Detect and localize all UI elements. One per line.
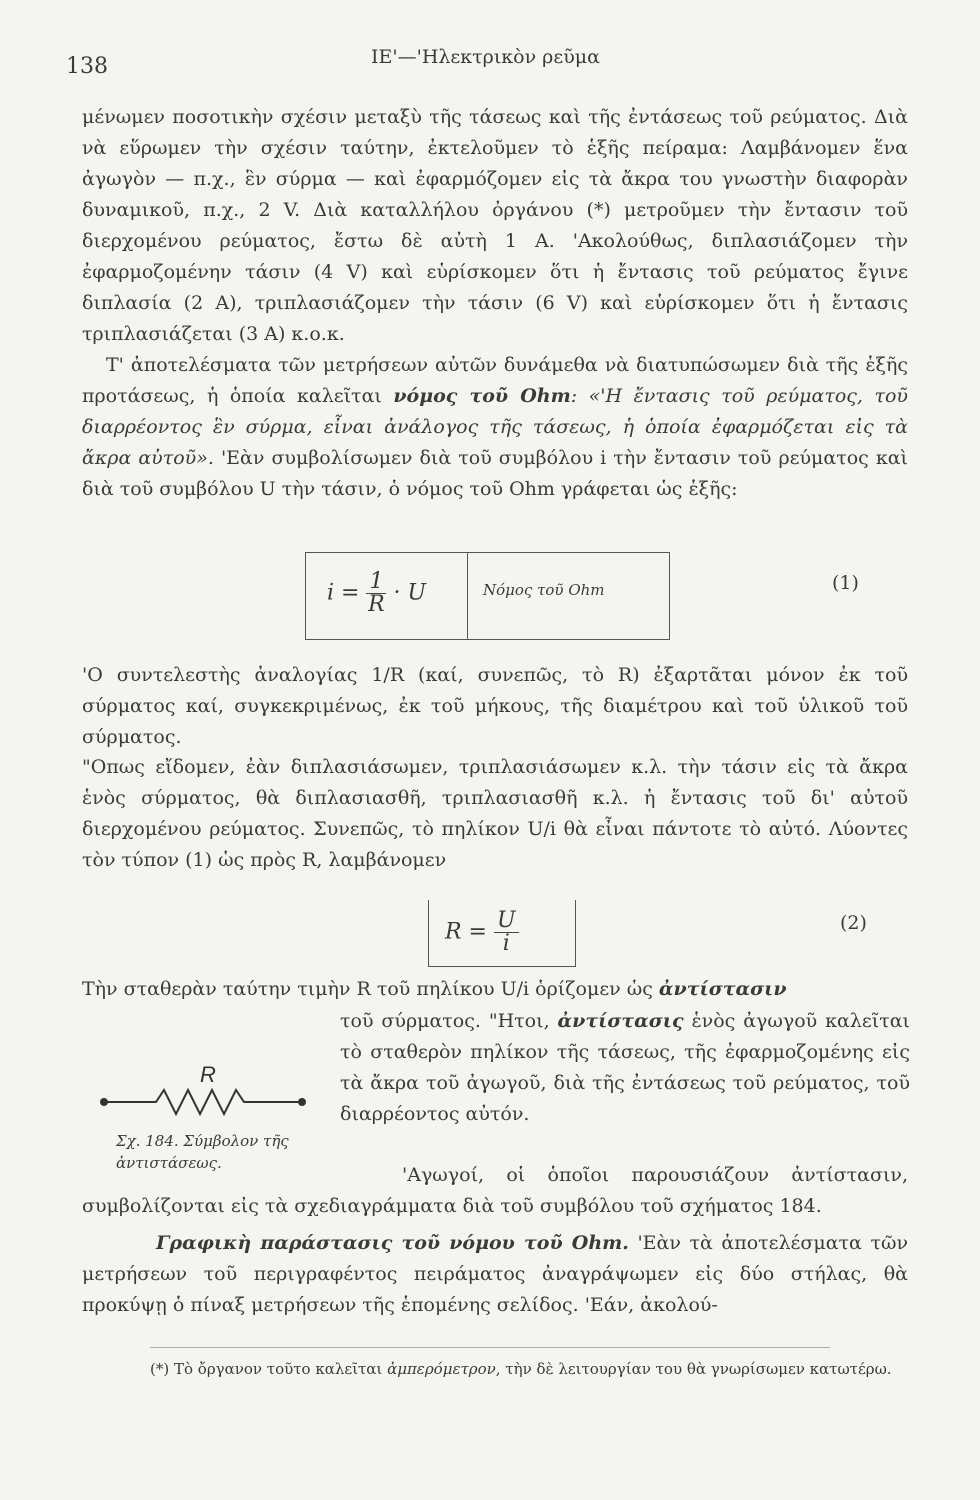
equation-number-1: (1): [832, 572, 859, 594]
paragraph-coefficient: 'Ο συντελεστὴς ἀναλογίας 1/R (καί, συνεπῶς, τὸ R) ἐξαρτᾶται μόνον ἐκ τοῦ σύρματος καί, συγκεκριμένως, ἐκ τοῦ μήκους, τῆς διαμέτρου καὶ τοῦ ὑλικοῦ τοῦ σύρματος.: [82, 664, 908, 748]
page-number: 138: [66, 54, 108, 79]
footnote-marker: (*): [150, 1360, 170, 1378]
paragraph-text: Τ' ἀποτελέσματα τῶν μετρήσεων αὐτῶν δυνάμεθα νὰ διατυπώσωμεν διὰ τῆς ἑξῆς προτάσεως, ἡ ὁποία καλεῖται: [82, 354, 908, 407]
equation-number-2: (2): [840, 912, 867, 934]
formula-box-1: [305, 552, 670, 640]
resistor-symbol-figure: [96, 1060, 316, 1130]
paragraph-doubling: "Οπως εἴδομεν, ἐὰν διπλασιάσωμεν, τριπλασιάσωμεν κ.λ. τὴν τάσιν εἰς τὰ ἄκρα ἑνὸς σύρματος, θὰ διπλασιασθῆ, τριπλασιασθῆ κ.λ. ἡ ἔντασις τοῦ δι' αὐτοῦ διερχομένου ρεύματος. Συνεπῶς, τὸ πηλίκον U/i θὰ εἶναι πάντοτε τὸ αὐτό. Λύοντες τὸν τύπον (1) ὡς πρὸς R, λαμβάνομεν: [82, 756, 908, 871]
figure-caption-text: Σύμβολον τῆς ἀντιστάσεως.: [116, 1132, 289, 1172]
definition-column: τοῦ σύρματος. "Ητοι, ἀντίστασις ἑνὸς ἀγωγοῦ καλεῖται τὸ σταθερὸν πηλίκον τῆς τάσεως, τῆς ἐφαρμοζομένης εἰς τὰ ἄκρα τοῦ ἀγωγοῦ, διὰ τῆς ἐντάσεως τοῦ ρεύματος, τοῦ διαρρέοντος αὐτόν.: [340, 1010, 910, 1125]
paragraph-graph: Γραφικὴ παράστασις τοῦ νόμου τοῦ Ohm. 'Εὰν τὰ ἀποτελέσματα τῶν μετρήσεων τοῦ περιγραφέντος πειράματος ἀναγράψωμεν εἰς δύο στήλας, θὰ προκύψῃ ὁ πίναξ μετρήσεων τῆς ἑπομένης σελίδος. 'Εάν, ἀκολού-: [82, 1232, 909, 1316]
paragraph-experiment: [82, 102, 908, 505]
paragraph-text: 'Εὰν συμβολίσωμεν διὰ τοῦ συμβόλου i τὴν ἔντασιν τοῦ ρεύματος καὶ διὰ τοῦ συμβόλου U τὴν τάσιν, ὁ νόμος τοῦ Ohm γράφεται ὡς ἑξῆς:: [82, 447, 908, 500]
footnote-rule: [150, 1347, 830, 1348]
ohm-formula: i = $\frac{1}{R}$ · U: [327, 569, 426, 617]
footnote: (*) Τὸ ὄργανον τοῦτο καλεῖται ἀμπερόμετρον, τὴν δὲ λειτουργίαν του θὰ γνωρίσωμεν κατωτέρω.: [150, 1360, 892, 1378]
resistor-label: R: [200, 1062, 216, 1087]
resistor-symbol-icon: [96, 1060, 316, 1130]
footnote-term: ἀμπερόμετρον: [387, 1360, 496, 1378]
ohm-law-statement: : «'Η ἔντασις τοῦ ρεύματος, τοῦ διαρρέοντος ἓν σύρμα, εἶναι ἀνάλογος τῆς τάσεως, ἡ ὁποία ἐφαρμόζεται εἰς τὰ ἄκρα αὐτοῦ».: [82, 385, 908, 469]
section-heading: Γραφικὴ παράστασις τοῦ νόμου τοῦ Ohm.: [156, 1232, 629, 1254]
paragraph-symbol: 'Αγωγοί, οἱ ὁποῖοι παρουσιάζουν ἀντίστασιν, συμβολίζονται εἰς τὰ σχεδιαγράμματα διὰ τοῦ συμβόλου τοῦ σχήματος 184.: [82, 1164, 908, 1217]
paragraph-text: μένωμεν ποσοτικὴν σχέσιν μεταξὺ τῆς τάσεως καὶ τῆς ἐντάσεως τοῦ ρεύματος. Διὰ νὰ εὕρωμεν τὴν σχέσιν ταύτην, ἐκτελοῦμεν τὸ ἑξῆς πείραμα: Λαμβάνομεν ἕνα ἀγωγὸν — π.χ., ἓν σύρμα — καὶ ἐφαρμόζομεν εἰς τὰ ἄκρα του γνωστὴν διαφορὰν δυναμικοῦ, π.χ., 2 V. Διὰ καταλλήλου ὀργάνου (*) μετροῦμεν τὴν ἔντασιν τοῦ διερχομένου ρεύματος, ἔστω δὲ αὐτὴ 1 A. 'Ακολούθως, διπλασιάζομεν τὴν ἐφαρμοζομένην τάσιν (4 V) καὶ εὑρίσκομεν ὅτι ἡ ἔντασις τοῦ ρεύματος ἔγινε διπλασία (2 A), τριπλασιάζομεν τὴν τάσιν (6 V) καὶ εὑρίσκομεν ὅτι ἡ ἔντασις τριπλασιάζεται (3 A) κ.ο.κ.: [82, 106, 908, 345]
law-name-label: Νόμος τοῦ Ohm: [483, 581, 605, 599]
page-header: [66, 42, 926, 82]
resistance-formula: R = $\frac{U}{i}$: [445, 910, 519, 955]
resistance-term-2: ἀντίστασις: [557, 1010, 684, 1032]
figure-number: Σχ. 184.: [116, 1132, 179, 1150]
resistance-term: ἀντίστασιν: [658, 978, 787, 1000]
ohm-law-term: νόμος τοῦ Ohm: [393, 385, 571, 407]
formula-box-2: [428, 900, 576, 967]
running-title: ΙΕ'—'Ηλεκτρικὸν ρεῦμα: [371, 46, 600, 68]
paragraph-definition-start: Τὴν σταθερὰν ταύτην τιμὴν R τοῦ πηλίκου U/i ὁρίζομεν ὡς ἀντίστασιν: [82, 978, 787, 1000]
